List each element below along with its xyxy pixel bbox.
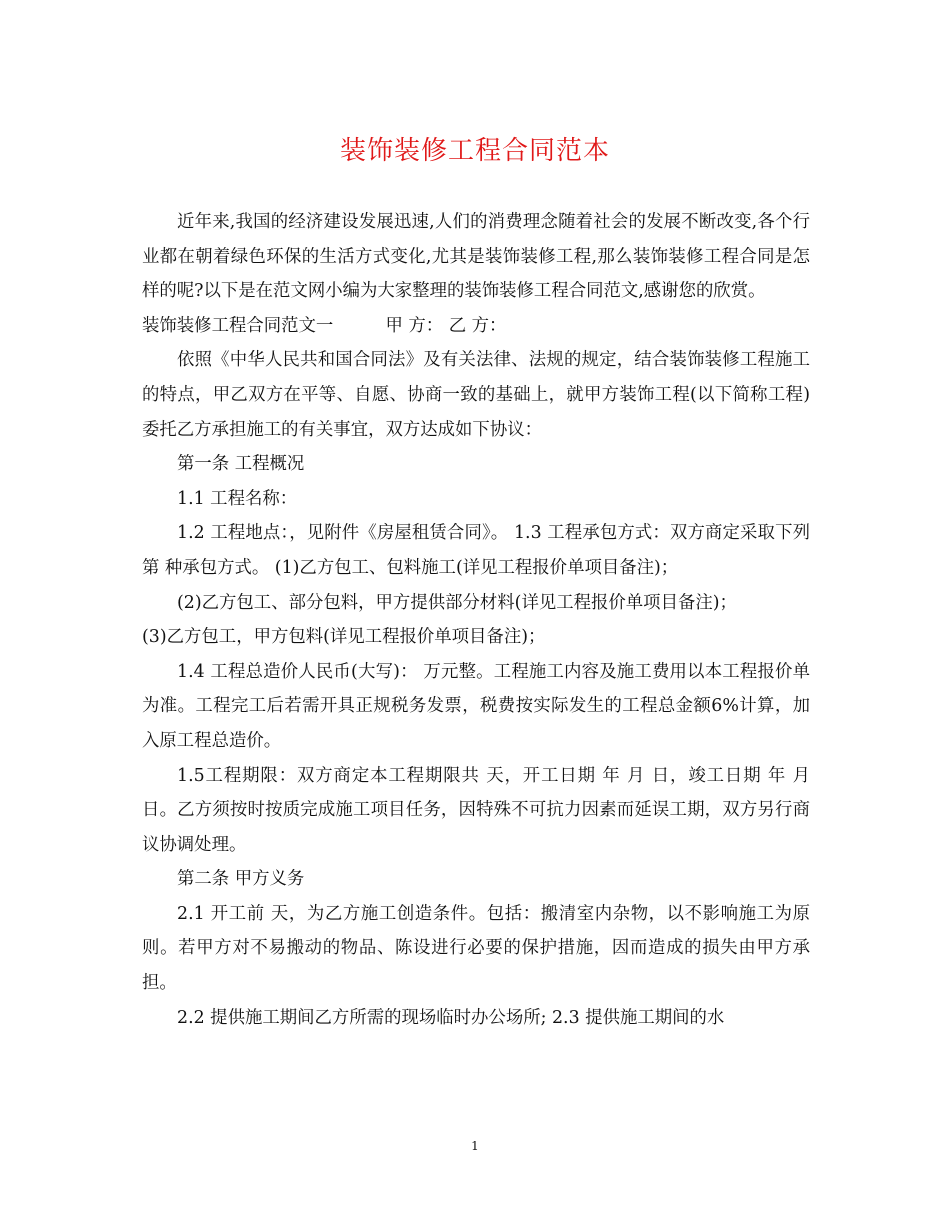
- article-one-heading: 第一条 工程概况: [177, 454, 305, 475]
- clause-1-1: 1.1 工程名称：: [177, 488, 298, 509]
- intro-paragraph: 近年来,我国的经济建设发展迅速,人们的消费理念随着社会的发展不断改变,各个行业都在朝着绿色环保的生活方式变化,尤其是装饰装修工程,那么装饰装修工程合同是怎样的呢?以下是在范文网小编为大家整理的装饰装修工程合同范文,感谢您的欣赏。: [142, 212, 810, 302]
- page-number: 1: [471, 1139, 479, 1153]
- clause-option-3: (3)乙方包工，甲方包料(详见工程报价单项目备注)；: [142, 627, 546, 648]
- clause-2-2: 2.2 提供施工期间乙方所需的现场临时办公场所; 2.3 提供施工期间的水: [177, 1007, 725, 1028]
- document-title: 装饰装修工程合同范本: [339, 136, 610, 166]
- clause-1-4: 1.4 工程总造价人民币(大写)： 万元整。工程施工内容及施工费用以本工程报价单为准。工程完工后若需开具正规税务发票，税费按实际发生的工程总金额6%计算，加入原工程总造价。: [142, 661, 810, 751]
- document-body: [142, 205, 810, 1035]
- contract-heading-line: 装饰装修工程合同范文一 甲 方： 乙 方：: [142, 315, 507, 336]
- clause-option-2: (2)乙方包工、部分包料，甲方提供部分材料(详见工程报价单项目备注)；: [177, 592, 737, 613]
- article-two-heading: 第二条 甲方义务: [177, 869, 305, 890]
- legal-basis-paragraph: 依照《中华人民共和国合同法》及有关法律、法规的规定，结合装饰装修工程施工的特点，甲乙双方在平等、自愿、协商一致的基础上，就甲方装饰工程(以下简称工程)委托乙方承担施工的有关事宜，双方达成如下协议：: [142, 350, 810, 440]
- clause-1-5: 1.5工程期限：双方商定本工程期限共 天，开工日期 年 月 日，竣工日期 年 月 日。乙方须按时按质完成施工项目任务，因特殊不可抗力因素而延误工期，双方另行商议协调处理。: [142, 765, 810, 855]
- clause-1-2: 1.2 工程地点：，见附件《房屋租赁合同》。 1.3 工程承包方式：双方商定采取下列第 种承包方式。 (1)乙方包工、包料施工(详见工程报价单项目备注)；: [142, 523, 810, 578]
- clause-2-1: 2.1 开工前 天，为乙方施工创造条件。包括：搬清室内杂物，以不影响施工为原则。若甲方对不易搬动的物品、陈设进行必要的保护措施，因而造成的损失由甲方承担。: [142, 903, 810, 994]
